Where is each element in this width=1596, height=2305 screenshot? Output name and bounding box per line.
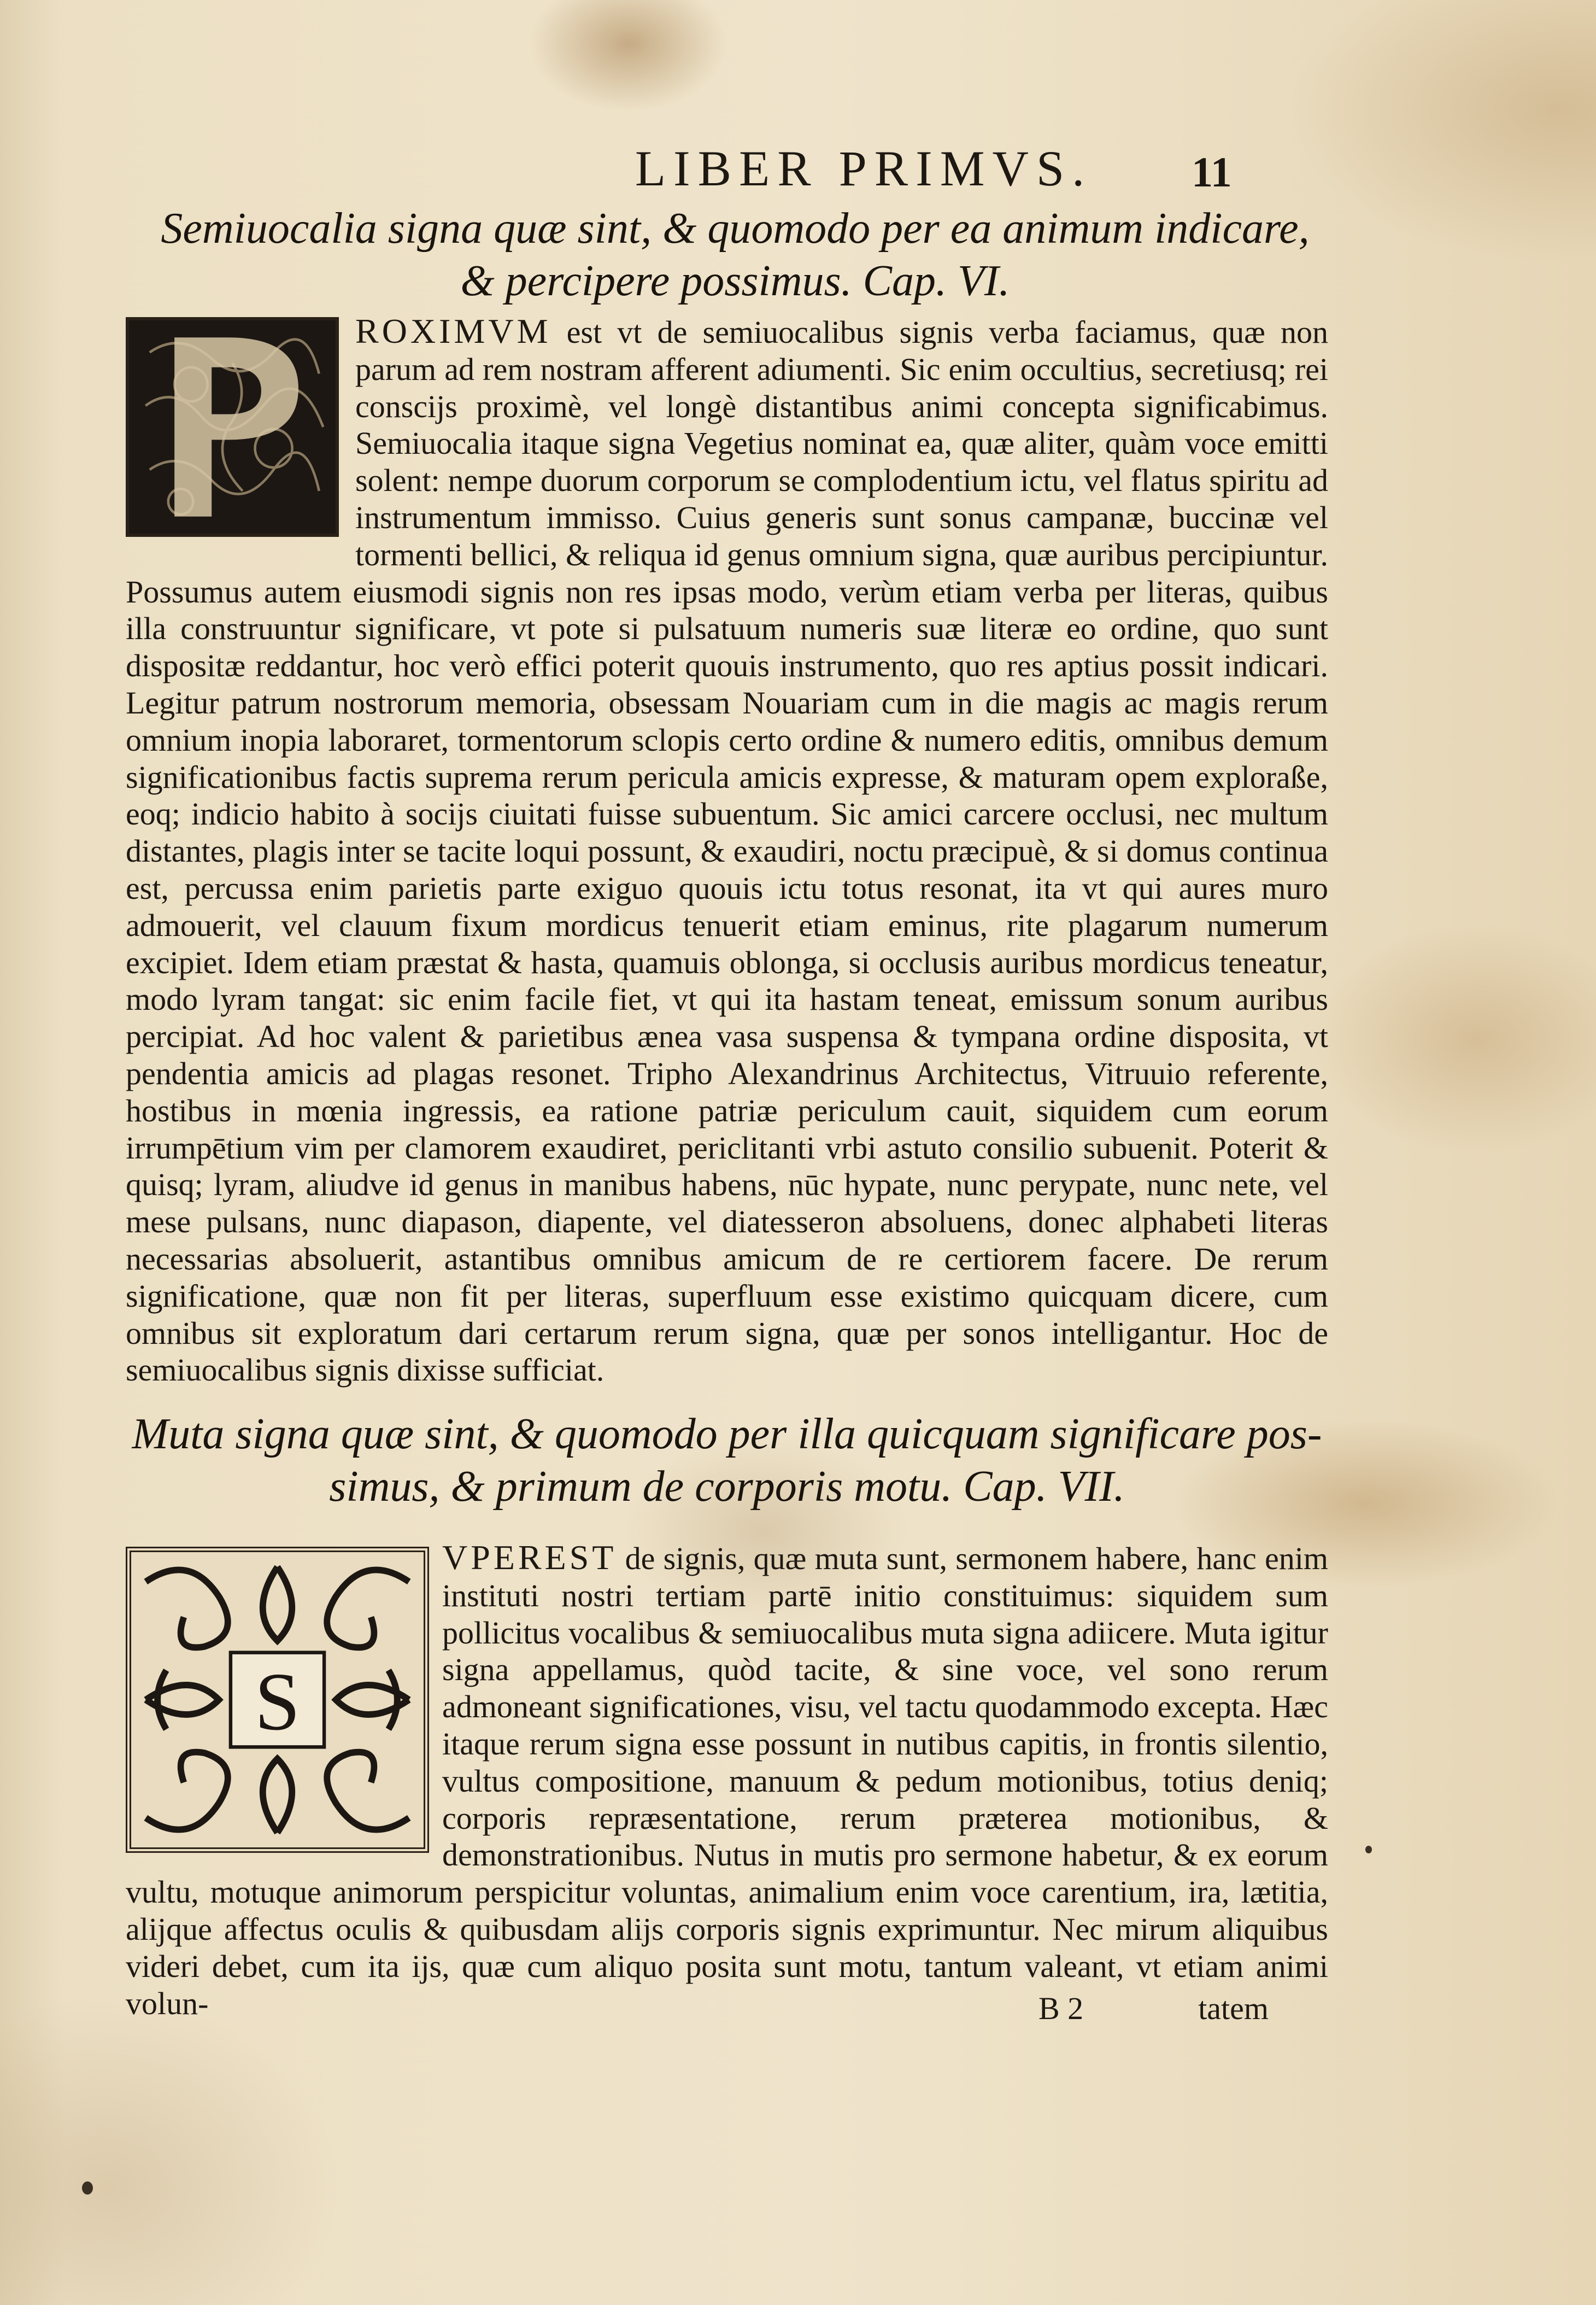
chapter-6-title-line-1: Semiuocalia signa quæ sint, & quomodo per ea animum indicare, [161,204,1310,253]
ink-spot-margin [1365,1846,1372,1853]
chapter-7-text: de signis, quæ muta sunt, sermonem habere, hanc enim instituti nostri tertiam partē initio constituimus: siquidem sum pollicitus vocalibus & semiuocalibus muta signa adiicere. Muta igitur signa appellamus, quòd tacite, & sine voce, vel sono rerum admoneant significationes, visu, vel tactu quodammodo excepta. Hæc itaque rerum signa esse possunt in nutibus capitis, in frontis silentio, vultus compositione, manuum & pedum motionibus, totius deniq; corporis repræsentatione, rerum præterea motionibus, & demonstrationibus. Nutus in mutis pro sermone habetur, & ex eorum vultu, motuque animorum perspicitur voluntas, animalium enim voce carentium, ira, lætitia, alijque affectus oculis & quibusdam alijs corporis signis exprimuntur. Nec mirum aliquibus videri debet, cum ita ijs, quæ cum aliquo posita sunt motu, tantum valeant, vt etiam animi volun- [126,1541,1328,2021]
chapter-6-body [126,313,1328,1389]
chapter-6-lead-word: ROXIMVM [355,312,551,350]
running-head: LIBER PRIMVS. [635,141,1093,196]
ornamental-initial-p-icon [126,317,339,537]
chapter-6-title [148,202,1323,307]
chapter-7-body [126,1539,1328,2022]
catchword: tatem [1198,1991,1269,2026]
page-footer [1038,1990,1269,2027]
chapter-7-title-line-1: Muta signa quæ sint, & quomodo per illa quicquam significare pos- [132,1410,1322,1458]
chapter-6-title-line-2: & percipere possimus. Cap. VI. [460,257,1010,305]
svg-text:S: S [254,1655,301,1748]
chapter-6-text: est vt de semiuocalibus signis verba faciamus, quæ non parum ad rem nostram afferent adiumenti. Sic enim occultius, secretiusq; rei conscijs proximè, vel longè distantibus animi concepta significabimus. Semiuocalia itaque signa Vegetius nominat ea, quæ aliter, quàm voce emitti solent: nempe duorum corporum se complodentium ictu, vel flatus spiritu ad instrumentum immisso. Cuius generis sunt sonus campanæ, buccinæ vel tormenti bellici, & reliqua id genus omnium signa, quæ auribus percipiuntur. Possumus autem eiusmodi signis non res ipsas modo, verùm etiam verba per literas, quibus illa construuntur significare, vt pote si pulsatuum numeris suæ literæ eo ordine, quo sunt dispositæ reddantur, hoc verò effici poterit quouis instrumento, quo res aptius possit indicari. Legitur patrum nostrorum memoria, obsessam Nouariam cum in die magis ac magis rerum omnium inopia laboraret, tormentorum sclopis certo ordine & numero editis, omnibus demum significationibus factis suprema rerum pericula amicis expresse, & maturam opem exploraße, eoq; indicio habito à socijs ciuitati fuisse subuentum. Sic amici carcere occlusi, nec multum distantes, plagis inter se tacite loqui possunt, & exaudiri, noctu præcipuè, & si domus continua est, percussa enim parietis parte exiguo quouis ictu totus resonat, ita vt qui aures muro admouerit, vel clauum fixum mordicus tenuerit etiam eminus, rite plagarum numerum excipiet. Idem etiam præstat & hasta, quamuis oblonga, si occlusis auribus mordicus teneatur, modo lyram tangat: sic enim facile fiet, vt qui ita hastam teneat, emissum sonum auribus percipiat. Ad hoc valent & parietibus ænea vasa suspensa & tympana ordine disposita, vt pendentia amicis ad plagas resonet. Tripho Alexandrinus Architectus, Vitruuio referente, hostibus in mœnia ingressis, ea ratione patriæ periculum cauit, siquidem cum eorum irrumpētium vim per clamorem exaudiret, periclitanti vrbi astuto consilio subuenit. Poterit & quisq; lyram, aliudve id genus in manibus habens, nūc hypate, nunc perypate, nunc nete, vel mese pulsans, nunc diapason, diapente, vel diatesseron absoluens, donec alphabeti literas necessarias absoluerit, astantibus omnibus amicum de re certiorem facere. De rerum significatione, quæ non fit per literas, superfluum esse existimo quicquam dicere, cum omnibus sit exploratum dari certarum rerum signa, quæ per sonos intelligantur. Hoc de semiuocalibus signis dixisse sufficiat. [126,314,1328,1388]
ink-spot [82,2181,93,2195]
chapter-7-lead-word: VPEREST [442,1538,617,1577]
signature-mark: B 2 [1038,1991,1084,2026]
chapter-7-title [126,1408,1328,1513]
chapter-7-title-line-2: simus, & primum de corporis motu. Cap. VII. [329,1462,1125,1511]
ornamental-initial-s-icon [126,1547,429,1853]
folio-number: 11 [1192,148,1232,196]
